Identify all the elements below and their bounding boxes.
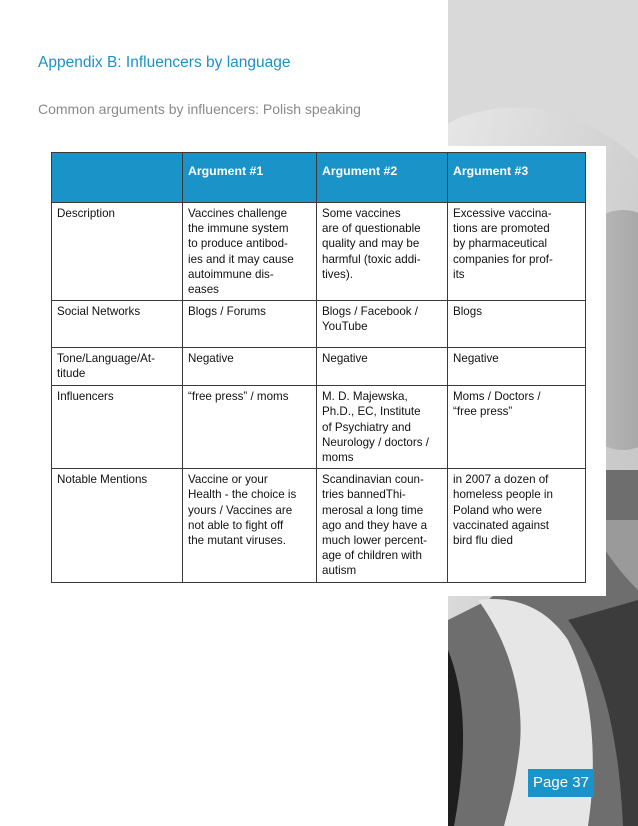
table-cell: “free press” / moms <box>183 386 317 469</box>
header-argument-2: Argument #2 <box>317 153 448 203</box>
table-cell: Vaccine or your Health - the choice is yours / Vaccines are not able to fight off the mutant viruses. <box>183 469 317 582</box>
row-label: Tone/Language/At- titude <box>52 348 183 386</box>
appendix-title: Appendix B: Influencers by language <box>38 54 291 71</box>
table-cell: in 2007 a dozen of homeless people in Poland who were vaccinated against bird flu died <box>448 469 586 582</box>
table-cell: Blogs / Forums <box>183 301 317 348</box>
arguments-table <box>51 152 586 583</box>
table-cell: Blogs / Facebook / YouTube <box>317 301 448 348</box>
table-row-social-networks <box>52 301 586 348</box>
table-cell: Negative <box>317 348 448 386</box>
table-cell: Some vaccines are of questionable quality and may be harmful (toxic addi- tives). <box>317 203 448 301</box>
header-argument-1: Argument #1 <box>183 153 317 203</box>
table-cell: Blogs <box>448 301 586 348</box>
table-cell: Negative <box>183 348 317 386</box>
row-label: Notable Mentions <box>52 469 183 582</box>
table-row-tone <box>52 348 586 386</box>
table-cell: M. D. Majewska, Ph.D., EC, Institute of Psychiatry and Neurology / doctors / moms <box>317 386 448 469</box>
header-argument-3: Argument #3 <box>448 153 586 203</box>
table-cell: Moms / Doctors / “free press” <box>448 386 586 469</box>
table-subtitle: Common arguments by influencers: Polish speaking <box>38 101 361 117</box>
row-label: Social Networks <box>52 301 183 348</box>
table-cell: Vaccines challenge the immune system to produce antibod- ies and it may cause autoimmune dis- eases <box>183 203 317 301</box>
table-row-notable-mentions <box>52 469 586 582</box>
table-cell: Excessive vaccina- tions are promoted by pharmaceutical companies for prof- its <box>448 203 586 301</box>
row-label: Description <box>52 203 183 301</box>
page-number: Page 37 <box>528 769 594 797</box>
table-row-influencers <box>52 386 586 469</box>
header-empty-cell <box>52 153 183 203</box>
row-label: Influencers <box>52 386 183 469</box>
table-header-row <box>52 153 586 203</box>
table-cell: Negative <box>448 348 586 386</box>
table-row-description <box>52 203 586 301</box>
table-cell: Scandinavian coun- tries bannedThi- merosal a long time ago and they have a much lower percent- age of children with autism <box>317 469 448 582</box>
